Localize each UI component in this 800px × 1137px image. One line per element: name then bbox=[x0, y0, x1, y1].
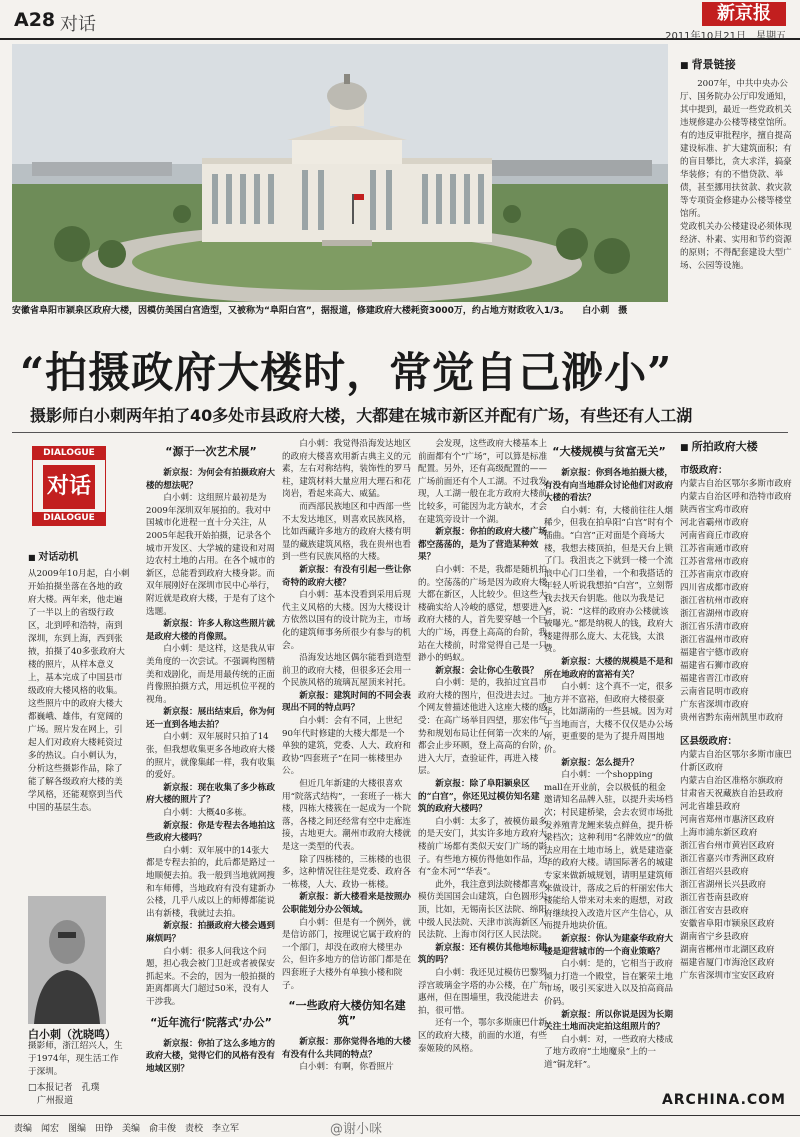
list-item: 内蒙古自治区准格尔旗政府 bbox=[680, 776, 784, 786]
interview-answer: 白小刺：会有不同，上世纪90年代时修建的大楼大都是一个单独的建筑，党委、人大、政府和政协“四套班子”在同一栋楼里办公。 bbox=[282, 716, 411, 777]
list-item: 江苏省南通市政府 bbox=[680, 544, 749, 554]
article-column-2 bbox=[282, 438, 412, 1074]
government-building-list bbox=[680, 438, 792, 983]
list-item: 内蒙古自治区鄂尔多斯市康巴什新区政府 bbox=[680, 750, 792, 773]
dialogue-logo bbox=[32, 446, 106, 526]
list-item: 湖南省宁乡县政府 bbox=[680, 932, 749, 942]
list-item: 浙江省嘉兴市秀洲区政府 bbox=[680, 854, 775, 864]
interview-question: 新京报：展出结束后，你为何还一直到各地去拍？ bbox=[146, 707, 275, 730]
list-item: 浙江省温州市政府 bbox=[680, 635, 749, 645]
dialogue-label-bottom: DIALOGUE bbox=[33, 512, 105, 525]
list-item: 云南省昆明市政府 bbox=[680, 687, 749, 697]
interview-answer: 白小刺：大概40多栋。 bbox=[163, 808, 252, 819]
interview-answer: 白小刺：有啊，你看照片 bbox=[299, 1062, 394, 1073]
interview-question: 新京报：拍摄政府大楼会遇到麻烦吗？ bbox=[146, 921, 275, 944]
interview-answer: 白小刺：这组照片最初是为2009年深圳双年展拍的。我对中国城市化进程一直十分关注，从2005年起我开始拍摄，记录各个城市开发区、大学城的建设和对周边农村土地的占用。在各个城市的新区，总能看到政府大楼身影。而双年展刚好在深圳市民中心举行，附近就是政府大楼，于是有了这个选题。 bbox=[146, 493, 275, 617]
headline: “拍摄政府大楼时，常觉自己渺小” bbox=[20, 348, 673, 397]
interview-question: 新京报：你认为建豪华政府大楼是迎营城市的一个商业策略？ bbox=[544, 933, 673, 957]
interview-question: 新京报：现在收集了多少栋政府大楼的照片了？ bbox=[146, 782, 275, 806]
list-item: 福建省石狮市政府 bbox=[680, 661, 749, 671]
page-number: A28 bbox=[14, 9, 56, 31]
article-column-1 bbox=[146, 438, 276, 1075]
list-item: 浙江省杭州市政府 bbox=[680, 596, 749, 606]
interview-question: 新京报：怎么提升？ bbox=[561, 757, 639, 768]
article-column-4 bbox=[544, 438, 674, 1072]
section-name: 对话 bbox=[60, 14, 96, 35]
newspaper-masthead: 新京报 bbox=[702, 2, 786, 26]
list-item: 河南省郑州市惠济区政府 bbox=[680, 815, 775, 825]
interview-answer: 白小刺：双年展时只拍了14张，但我想收集更多各地政府大楼的照片，就像集邮一样，我有收集的爱好。 bbox=[146, 732, 275, 781]
list-item: 浙江省湖州长兴县政府 bbox=[680, 880, 766, 890]
list-item: 浙江省台州市黄岩区政府 bbox=[680, 841, 775, 851]
interview-question: 新京报：你是专程去各地拍这些政府大楼吗？ bbox=[146, 820, 275, 844]
interview-question: 新京报：除了阜阳颍泉区的“白宫”，你还见过模仿知名建筑的政府大楼吗？ bbox=[418, 779, 540, 815]
list-item: 甘肃省天祝藏族自治县政府 bbox=[680, 789, 784, 799]
list-item: 贵州省黔东南州凯里市政府 bbox=[680, 713, 784, 723]
section-subtitle: “源于一次艺术展” bbox=[165, 445, 257, 458]
photographer-bio: 摄影师，浙江绍兴人，生于1974年，现生活工作于深圳。 bbox=[28, 1041, 123, 1077]
interview-answer: 白小刺：不是，我都是随机拍的。空荡荡的广场是因为政府大楼大都在新区，人比较少。但这些大楼确实给人冷峻的感觉，想要进入政府大楼的人，首先要穿越一个巨大的广场，再登上高高的台阶，我站在大楼前，时常觉得自己是一只渺小的蚂蚁。 bbox=[418, 564, 547, 664]
interview-question: 新京报：你拍的政府大楼广场都空荡荡的，是为了营造某种效果？ bbox=[418, 527, 547, 563]
list-item: 内蒙古自治区鄂尔多斯市政府 bbox=[680, 479, 792, 489]
background-text: 2007年，中共中央办公厅、国务院办公厅印发通知，其中提到，最近一些党政机关违规修建办公楼等楼堂馆所。有的违反审批程序，擅自提高建设标准、扩大建筑面积；有的盲目攀比，贪大求洋，搞豪华装修；有的不惜贷款、举债，甚至挪用扶贫款、救灾款等专项资金修建办公楼等楼堂馆所。 党政机关办公楼建设必须体现经济、朴素、实用和节约资源的原则；不得配套建设大型广场、公园等设施。 bbox=[680, 79, 792, 271]
interview-answer: 除了四栋楼的，三栋楼的也很多，这种情况往往是党委、政府各一栋楼，人大、政协一栋楼。 bbox=[282, 854, 411, 890]
issue-date: 2011年10月21日 星期五 bbox=[665, 31, 786, 42]
interview-question: 新京报：建筑时间的不同会表现出不同的特点吗？ bbox=[282, 690, 411, 714]
interview-answer: 白小刺：有，大楼前往往人烟稀少，但我在拍阜阳“白宫”时有个插曲。“白宫”正对面是个商场大楼，我想去楼顶拍，但是天台上锁了门。我沮丧之下就到一楼一个流浪中心门口坐着，一个和我搭话的年轻人听说我想拍“白宫”，立刻帮我去找天台钥匙。他以为我是记者，说：“这样的政府办公楼就该被曝光。”都是纳税人的钱，政府大楼建得那么庞大、太花钱，太浪费。 bbox=[544, 505, 674, 655]
dialogue-label-top: DIALOGUE bbox=[33, 447, 105, 460]
interview-answer: 白小刺：很多人问我这个问题，担心我会被门卫赶或者被保安抓起来。不会的，因为一般拍摄的距离都离大门超过50米，没有人干涉我。 bbox=[146, 946, 275, 1007]
subheadline: 摄影师白小刺两年拍了40多处市县政府大楼，大都建在城市新区并配有广场，有些还有人工湖 bbox=[30, 406, 693, 425]
motive-title: ■ 对话动机 bbox=[28, 548, 78, 563]
interview-question: 新京报：许多人称这些照片就是政府大楼的肖像照。 bbox=[146, 619, 275, 642]
photographer-portrait bbox=[28, 896, 106, 1024]
reporter-byline: □本报记者 孔璞 广州报道 bbox=[28, 1083, 100, 1106]
list-item: 福建省厦门市海沧区政府 bbox=[680, 958, 775, 968]
list-item: 四川省成都市政府 bbox=[680, 583, 749, 593]
interview-question: 新京报：你到各地拍摄大楼，有没有向当地群众讨论他们对政府大楼的看法？ bbox=[544, 468, 673, 504]
list-item: 陕西省宝鸡市政府 bbox=[680, 505, 749, 515]
list-item: 江苏省南京市政府 bbox=[680, 570, 749, 580]
list-item: 江苏省常州市政府 bbox=[680, 557, 749, 567]
list-item: 浙江省湖州市政府 bbox=[680, 609, 749, 619]
list-title: ■ 所拍政府大楼 bbox=[680, 438, 792, 454]
interview-answer: 白小刺：一个shopping mall在开业前，会以极低的租金邀请知名品牌入驻，以提升卖场档次；村民建桥梁，会去农贸市场批发养殖青龙鲤来装点鲜鱼，提升桥梁档次；这种利用“名牌效应”的做法应用在土地市场上，就是建造豪华的政府大楼。请国际著名的城建专家来做新城规划，请明星建筑师来做设计，落成之后的杆丽宏伟大楼能给人带来对未来的遐想，对政府继续投入改造片区产生信心，从而提升地块价值。 bbox=[544, 770, 674, 932]
interview-question: 新京报：新大楼看来是按照办公职能划分办公领域。 bbox=[282, 892, 411, 915]
interview-question: 新京报：还有模仿其他地标建筑的吗？ bbox=[418, 942, 547, 966]
interview-answer: 白小刺：这个真不一定，很多地方并不富裕，但政府大楼很豪华，比如湖南的一些县城。因为对于当地而言，大楼不仅仅是办公场所，更重要的是为了提升周围地价。 bbox=[544, 682, 673, 756]
interview-question: 新京报：那你觉得各地的大楼有没有什么共同的特点？ bbox=[282, 1037, 411, 1060]
interview-question: 新京报：所以你说是因为长期关注土地而决定拍这组照片的？ bbox=[544, 1009, 673, 1033]
section-subtitle: “一些政府大楼仿知名建筑” bbox=[288, 999, 406, 1028]
motive-text: 从2009年10月起，白小刺开始拍摄坐落在各地的政府大楼。两年来，他走遍了一半以上的省级行政区，北到呼和浩特，南到深圳，东到上海，西到张掖，拍摄了40多张政府大楼的照片，从样本意义上，基本完成了中国县市级政府大楼风格的收集。 这些照片中的政府大楼大都巍峨、雄伟，有宽阔的广场。照片发在网上，引起人们对政府大楼耗资过多的热议。白小刺认为，分析这些摄影作品，除了能了解各级政府大楼的美学风格，还能观察到当代中国的基层生态。 bbox=[28, 569, 130, 813]
section-subtitle: “大楼规模与贫富无关” bbox=[552, 445, 666, 458]
list-item: 广东省深圳市宝安区政府 bbox=[680, 971, 775, 981]
interview-answer: 沿海发达地区偶尔能看到造型前卫的政府大楼，但很多还会用一个民族风格的琉璃瓦屋顶来衬托。 bbox=[282, 653, 411, 689]
list-item: 广东省深圳市政府 bbox=[680, 700, 749, 710]
dialogue-label-main: 对话 bbox=[43, 465, 95, 509]
section-subtitle: “近年流行‘院落式’办公” bbox=[150, 1015, 272, 1029]
photographer-name: 白小刺（沈晓鸣） bbox=[28, 1028, 116, 1041]
interview-answer: 白小刺：基本没看到采用后现代主义风格的大楼。因为大楼设计方依然以国有的设计院为主，市场化的建筑师事务所很少有参与的机会。 bbox=[282, 590, 411, 651]
district-level-list bbox=[680, 749, 792, 983]
interview-answer: 白小刺：是的，我拍过宜昌市政府大楼的图片，但没进去过。一个网友曾描述他进入这座大楼的感受：在高广场举目四望，那宏伟气势和规划布局让任何第一次来的人都会止步环顾，登上高高的台阶，进入大厅，查验证件，再进入楼层。 bbox=[418, 678, 547, 777]
list-item: 河北省霸州市政府 bbox=[680, 518, 749, 528]
interview-answer: 白小刺：我觉得沿海发达地区的政府大楼喜欢用新古典主义的元素，左右对称结构，装饰性的罗马柱，建筑材料大量应用大理石和花岗岩，看起来高大、威猛。 bbox=[282, 439, 411, 500]
interview-answer: 白小刺：我还见过模仿巴黎罗浮宫玻璃金字塔的办公楼，在广东惠州，但在围墙里，我没能进去拍，很可惜。 bbox=[418, 967, 547, 1016]
interview-question: 新京报：会让你心生敬畏？ bbox=[435, 665, 539, 676]
interview-question: 新京报：为何会有拍摄政府大楼的想法呢？ bbox=[146, 468, 275, 491]
divider bbox=[12, 432, 788, 433]
interview-answer: 会发现，这些政府大楼基本上前面都有个“广场”，可以算是标准配置。另外，还有高级配置的——广场前面还有个人工湖。不过我发现，人工湖一般在北方政府大楼前比较多，可能因为北方缺水，才会在建筑旁设计一个湖。 bbox=[418, 439, 548, 525]
interview-answer: 白小刺：是的，它相当于政府倾力打造一个殿堂，旨在繁荣土地市场，吸引买家进入以及拍高商品价码。 bbox=[544, 959, 673, 1007]
city-level-label: 市级政府： bbox=[680, 465, 728, 476]
interview-answer: 白小刺：但是有一个例外，就是信访部门，按理说它属于政府的一个部门，却没在政府大楼里办公，但许多地方的信访部门都是在四套班子大楼外有单独小楼和院子。 bbox=[282, 917, 411, 991]
editor-credits: 责编 闻宏 图编 田铮 美编 俞丰俊 责校 李立军 bbox=[14, 1124, 240, 1134]
interview-question: 新京报：你拍了这么多地方的政府大楼，觉得它们的风格有没有地域区别？ bbox=[146, 1038, 275, 1074]
weibo-watermark: @谢小咪 bbox=[330, 1122, 383, 1137]
interview-answer: 而西部民族地区和中西部一些不太发达地区，则喜欢民族风格，比如西藏许多地方的政府大楼有明显的藏族建筑风格，我在贵州也看到一些有民族风格的大楼。 bbox=[282, 501, 411, 563]
list-item: 浙江省安吉县政府 bbox=[680, 906, 749, 916]
interview-answer: 白小刺：对，一些政府大楼成了地方政府“土地魔泉”上的一道“锔龙轩”。 bbox=[544, 1034, 673, 1070]
list-item: 河南省商丘市政府 bbox=[680, 531, 749, 541]
list-item: 福建省宁德市政府 bbox=[680, 648, 749, 658]
list-item: 湖南省郴州市北湖区政府 bbox=[680, 945, 775, 955]
list-item: 内蒙古自治区呼和浩特市政府 bbox=[680, 492, 792, 502]
photo-caption: 安徽省阜阳市颍泉区政府大楼，因模仿美国白宫造型，又被称为“阜阳白宫”，据报道，修建政府大楼耗资3000万，约占地方财政收入1/3。 白小刺 摄 bbox=[12, 306, 628, 316]
list-item: 安徽省阜阳市颍泉区政府 bbox=[680, 919, 775, 929]
list-item: 河北省雄县政府 bbox=[680, 802, 741, 812]
background-title: ■ 背景链接 bbox=[680, 56, 792, 72]
interview-question: 新京报：大楼的规模是不是和所在地政府的富裕有关？ bbox=[544, 656, 673, 680]
interview-answer: 还有一个，鄂尔多斯康巴什新区的政府大楼，前面的水道，有些泰姬陵的风格。 bbox=[418, 1018, 547, 1054]
site-watermark: ARCHINA.COM bbox=[661, 1092, 786, 1108]
interview-question: 新京报：有没有引起一些让你奇特的政府大楼？ bbox=[282, 564, 411, 588]
district-level-label: 区县级政府： bbox=[680, 736, 738, 747]
list-item: 浙江省绍兴县政府 bbox=[680, 867, 749, 877]
background-sidebar bbox=[680, 56, 792, 326]
interview-answer: 此外，我注意到法院楼都喜欢模仿美国国会山建筑，白色圆形尖顶，比如，无锡南长区法院、绵阳中级人民法院、天津市滨海新区人民法院、上海市闵行区人民法院。 bbox=[418, 879, 547, 941]
portrait-illustration bbox=[28, 896, 106, 1024]
interview-answer: 白小刺：是这样，这是我从审美角度的一次尝试。不强调构图精美和戏剧化，而是用最传统的正面肖像照拍摄方式，用远机位平视的视角。 bbox=[146, 644, 275, 705]
list-item: 浙江省苍南县政府 bbox=[680, 893, 749, 903]
list-item: 福建省晋江市政府 bbox=[680, 674, 749, 684]
interview-answer: 白小刺：双年展中的14张大都是专程去拍的，此后都是路过一地顺便去拍。我一般到当地就网搜和车师傅，当地政府有没有建新办公楼，几乎八成以上的师傅都能说出有新楼，我就过去拍。 bbox=[146, 845, 275, 919]
interview-answer: 白小刺：太多了，被模仿最多的是天安门，其实许多地方政府大楼前广场都有类似天安门广场的影子。有些地方模仿得他如作品，还有“金木河”“华表”。 bbox=[418, 816, 547, 878]
city-level-list bbox=[680, 478, 792, 725]
building-illustration bbox=[12, 44, 668, 302]
white-house-building-photo bbox=[12, 44, 668, 302]
article-column-3 bbox=[418, 438, 548, 1055]
list-item: 浙江省乐清市政府 bbox=[680, 622, 749, 632]
list-item: 上海市浦东新区政府 bbox=[680, 828, 758, 838]
interview-answer: 但近几年新建的大楼很喜欢用“院落式结构”，一套班子一栋大楼，四栋大楼簇在一起成为一个院落，各楼之间还经常有空中走廊连接，古地更大。潮州市政府大楼就是这一类型的代表。 bbox=[282, 779, 412, 852]
page-header bbox=[0, 0, 800, 40]
